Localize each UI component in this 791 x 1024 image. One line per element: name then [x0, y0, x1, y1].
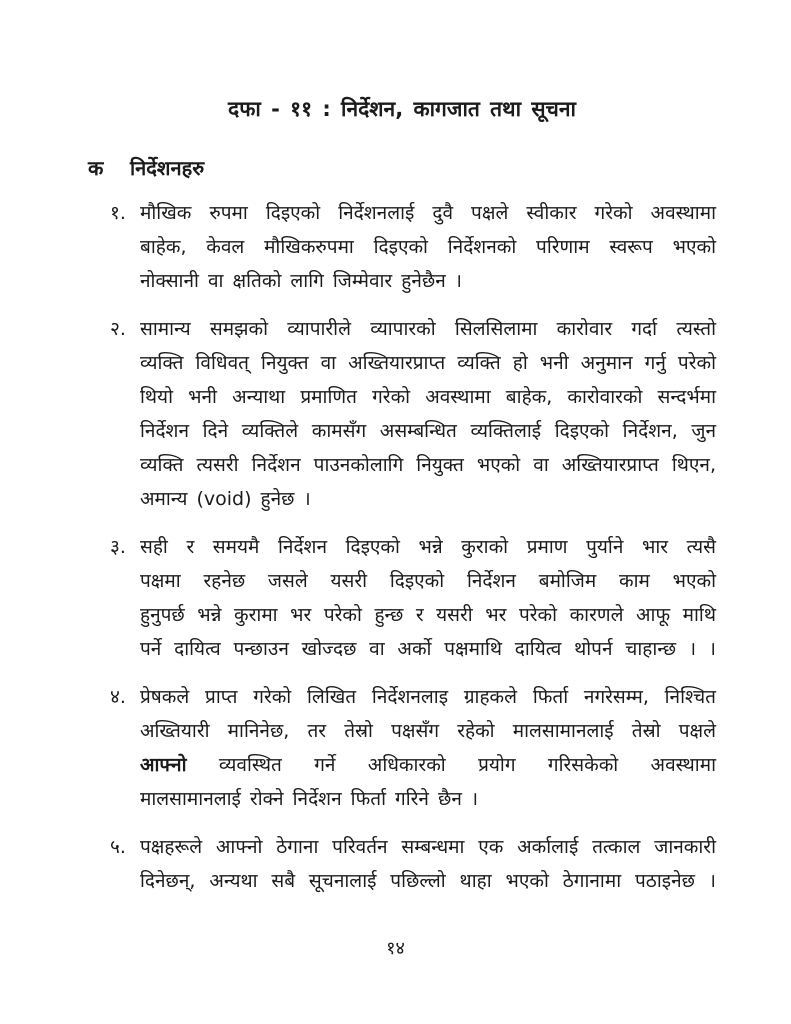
bold-word: आफ्नो	[140, 754, 187, 776]
paragraph-line: थियो भनी अन्याथा प्रमाणित गरेको अवस्थामा बाहेक, कारोवारको सन्दर्भमा	[140, 386, 716, 408]
section-title: निर्देशनहरु	[130, 156, 205, 180]
paragraph-line: व्यक्ति विधिवत् नियुक्त वा अख्तियारप्राप्त व्यक्ति हो भनी अनुमान गर्नु परेको	[140, 352, 716, 374]
paragraph-1	[88, 196, 716, 298]
paragraph-3	[88, 530, 716, 666]
paragraph-3-body	[140, 530, 716, 666]
paragraph-line: निर्देशन दिने व्यक्तिले कामसँग असम्बन्धित व्यक्तिलाई दिइएको निर्देशन, जुन	[140, 420, 716, 442]
paragraph-line: मालसामानलाई रोक्ने निर्देशन फिर्ता गरिने छैन ।	[140, 788, 479, 810]
section-heading	[88, 154, 716, 182]
paragraph-list	[88, 196, 716, 898]
paragraph-line: बाहेक, केवल मौखिकरुपमा दिइएको निर्देशनको परिणाम स्वरूप भएको	[140, 236, 716, 258]
page-number: १४	[386, 938, 405, 959]
paragraph-2-body	[140, 312, 716, 516]
paragraph-1-body	[140, 196, 716, 298]
paragraph-1-number: १.	[110, 202, 126, 224]
paragraph-line: सही र समयमै निर्देशन दिइएको भन्ने कुराको प्रमाण पुर्याने भार त्यसै	[140, 536, 716, 558]
paragraph-line: अख्तियारी मानिनेछ, तर तेस्रो पक्षसँग रहेको मालसामानलाई तेस्रो पक्षले	[140, 720, 716, 742]
paragraph-3-number: ३.	[110, 536, 126, 558]
paragraph-line: अमान्य (void) हुनेछ ।	[140, 488, 311, 510]
paragraph-line: पर्ने दायित्व पन्छाउन खोज्दछ वा अर्को पक्षमाथि दायित्व थोपर्न चाहान्छ । ।	[140, 638, 717, 660]
paragraph-4	[88, 680, 716, 816]
paragraph-line: प्रेषकले प्राप्त गरेको लिखित निर्देशनलाइ ग्राहकले फिर्ता नगरेसम्म, निश्चित	[140, 686, 716, 708]
line-rest: व्यवस्थित गर्ने अधिकारको प्रयोग गरिसकेको अवस्थामा	[186, 754, 716, 776]
paragraph-line: हुनुपर्छ भन्ने कुरामा भर परेको हुन्छ र यसरी भर परेको कारणले आफू माथि	[140, 604, 716, 626]
paragraph-5-number: ५.	[110, 836, 126, 858]
section-marker: क	[88, 156, 104, 180]
paragraph-4-body	[140, 680, 716, 816]
paragraph-2	[88, 312, 716, 516]
paragraph-line: नोक्सानी वा क्षतिको लागि जिम्मेवार हुनेछैन ।	[140, 270, 462, 292]
paragraph-line: दिनेछन्, अन्यथा सबै सूचनालाई पछिल्लो थाहा भएको ठेगानामा पठाइनेछ ।	[140, 870, 716, 892]
page-title: दफा - ११ : निर्देशन, कागजात तथा सूचना	[228, 97, 576, 121]
paragraph-line	[140, 748, 716, 782]
paragraph-2-number: २.	[110, 318, 126, 340]
paragraph-line: व्यक्ति त्यसरी निर्देशन पाउनकोलागि नियुक्त भएको वा अख्तियारप्राप्त थिएन,	[140, 454, 716, 476]
paragraph-line: पक्षमा रहनेछ जसले यसरी दिइएको निर्देशन बमोजिम काम भएको	[140, 570, 716, 592]
paragraph-line: मौखिक रुपमा दिइएको निर्देशनलाई दुवै पक्षले स्वीकार गरेको अवस्थामा	[140, 202, 716, 224]
paragraph-line: पक्षहरूले आफ्नो ठेगाना परिवर्तन सम्बन्धमा एक अर्कालाई तत्काल जानकारी	[140, 836, 716, 858]
paragraph-5-body	[140, 830, 716, 898]
paragraph-5	[88, 830, 716, 898]
paragraph-4-number: ४.	[110, 686, 126, 708]
paragraph-line: सामान्य समझको व्यापारीले व्यापारको सिलसिलामा कारोवार गर्दा त्यस्तो	[140, 318, 716, 340]
